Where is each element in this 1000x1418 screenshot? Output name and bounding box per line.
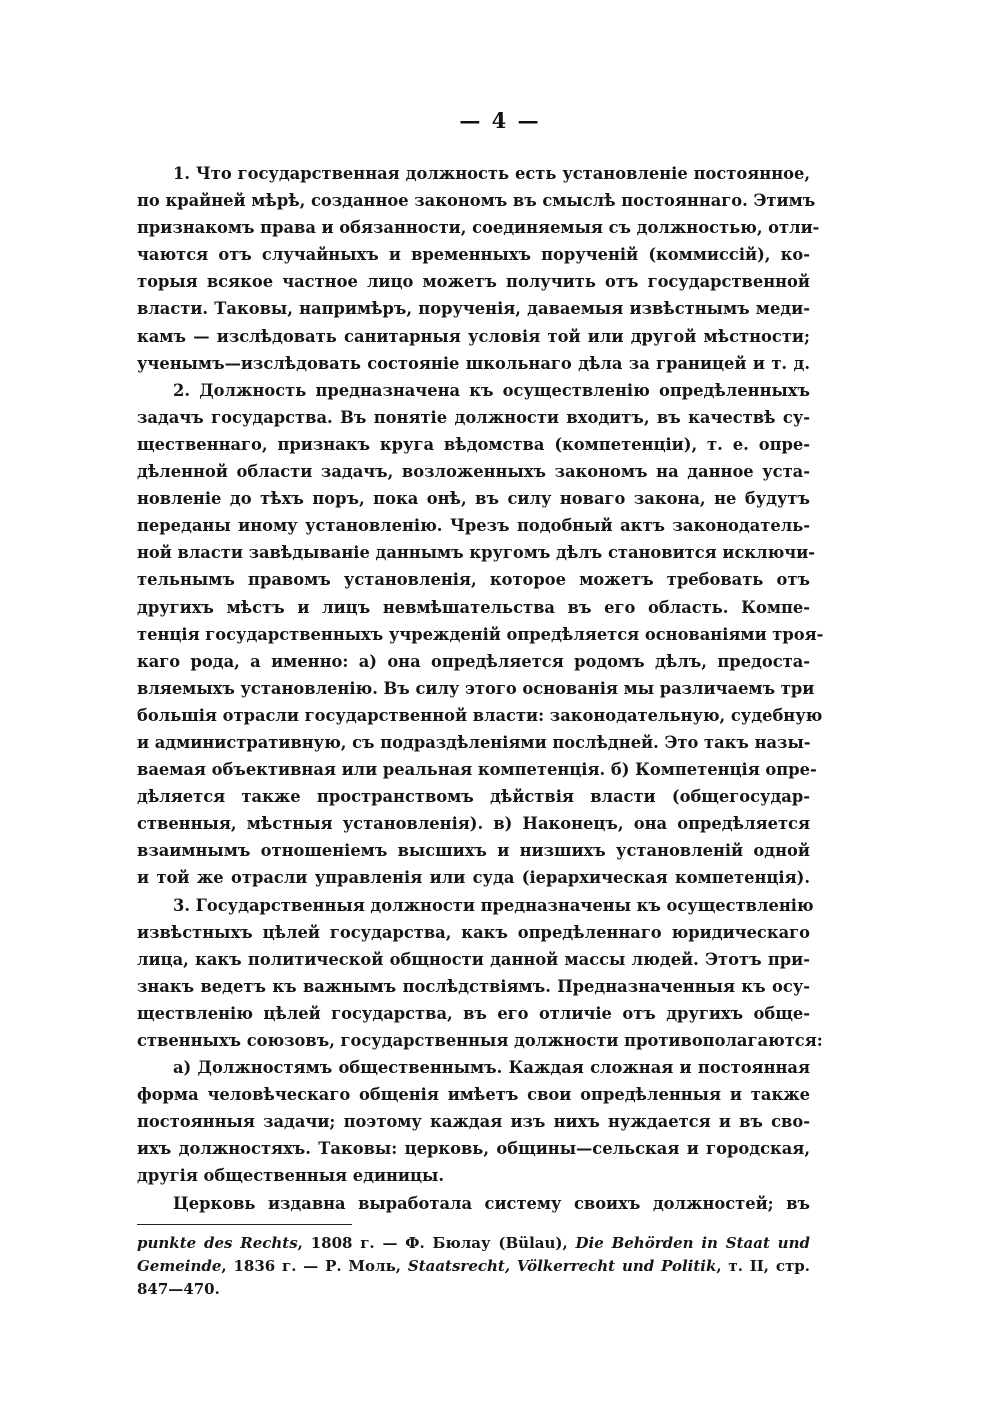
footnote-line <box>137 1278 810 1301</box>
text-line: и административную, съ подраздѣленіями послѣдней. Это такъ назы- <box>137 732 811 752</box>
text-line: власти. Таковы, напримѣръ, порученія, даваемыя извѣстнымъ меди- <box>137 299 810 319</box>
text-line: ученымъ—изслѣдовать состояніе школьнаго дѣла за границей и т. д. <box>137 353 810 373</box>
footnote-title: punkte des Rechts <box>137 1234 298 1252</box>
text-line: 1. Что государственная должность есть установленіе постоянное, <box>173 164 810 183</box>
footnote-title: Die Behörden in Staat und <box>575 1234 810 1252</box>
text-line: другія общественныя единицы. <box>137 1166 445 1186</box>
text-line: знакъ ведетъ къ важнымъ послѣдствіямъ. Предназначенныя къ осу- <box>137 976 810 996</box>
text-line: тенція государственныхъ учрежденій опредѣляется основаніями троя- <box>137 624 824 644</box>
footnote-text: , 1836 г. — Р. Моль, <box>221 1257 408 1275</box>
text-line: взаимнымъ отношеніемъ высшихъ и низшихъ установленій одной <box>137 841 810 861</box>
text-line: извѣстныхъ цѣлей государства, какъ опредѣленнаго юридическаго <box>137 922 810 942</box>
footnote-line <box>137 1232 810 1255</box>
text-line: вляемыхъ установленію. Въ силу этого основанія мы различаемъ три <box>137 678 815 698</box>
text-line: ственныхъ союзовъ, государственныя должности противополагаются: <box>137 1031 823 1050</box>
footnote-line <box>137 1255 810 1278</box>
text-line: признакомъ права и обязанности, соединяемыя съ должностью, отли- <box>137 218 820 238</box>
text-line: камъ — изслѣдовать санитарныя условія той или другой мѣстности; <box>137 326 810 346</box>
footnote-text: 847—470. <box>137 1280 220 1298</box>
text-line: ной власти завѣдываніе даннымъ кругомъ дѣлъ становится исключи- <box>137 543 816 563</box>
text-line: по крайней мѣрѣ, созданное закономъ въ смыслѣ постояннаго. Этимъ <box>137 191 816 211</box>
footnote-title: Gemeinde <box>137 1257 222 1275</box>
body-text <box>137 160 824 1217</box>
text-line: другихъ мѣстъ и лицъ невмѣшательства въ его область. Компе- <box>137 597 810 617</box>
text-line: большія отрасли государственной власти: законодательную, судебную <box>137 705 823 725</box>
text-line: а) Должностямъ общественнымъ. Каждая сложная и постоянная <box>173 1058 810 1078</box>
text-line: новленіе до тѣхъ поръ, пока онѣ, въ силу новаго закона, не будутъ <box>137 489 810 509</box>
text-line: торыя всякое частное лицо можетъ получить отъ государственной <box>137 272 810 292</box>
text-line: тельнымъ правомъ установленія, которое можетъ требовать отъ <box>137 570 810 590</box>
text-line: переданы иному установленію. Чрезъ подобный актъ законодатель- <box>137 516 810 536</box>
text-line: 2. Должность предназначена къ осуществленію опредѣленныхъ <box>173 380 810 400</box>
text-line: ихъ должностяхъ. Таковы: церковь, общины—сельская и городская, <box>137 1139 810 1159</box>
text-line: лица, какъ политической общности данной массы людей. Этотъ при- <box>137 949 810 969</box>
text-line: 3. Государственныя должности предназначены къ осуществленію <box>173 895 814 915</box>
text-line: Церковь издавна выработала систему своихъ должностей; въ <box>173 1193 810 1213</box>
footnote-text: , т. II, стр. <box>716 1257 810 1275</box>
text-line: задачъ государства. Въ понятіе должности входитъ, въ качествѣ су- <box>137 407 810 427</box>
footnote-divider <box>137 1224 352 1225</box>
text-line: чаются отъ случайныхъ и временныхъ порученій (коммиссій), ко- <box>137 245 810 265</box>
text-line: форма человѣческаго общенія имѣетъ свои опредѣленныя и также <box>137 1085 810 1105</box>
footnote-text: , 1808 г. — Ф. Бюлау (Bülau), <box>297 1234 576 1252</box>
text-line: каго рода, а именно: а) она опредѣляется родомъ дѣлъ, предоста- <box>137 651 810 671</box>
text-line: ственныя, мѣстныя установленія). в) Наконецъ, она опредѣляется <box>137 814 810 834</box>
footnote-title: Staatsrecht, Völkerrecht und Politik <box>407 1257 717 1275</box>
footnotes <box>137 1232 810 1301</box>
text-line: ваемая объективная или реальная компетенція. б) Компетенція опре- <box>137 760 817 780</box>
text-line: постоянныя задачи; поэтому каждая изъ нихъ нуждается и въ сво- <box>137 1112 810 1132</box>
text-line: щественнаго, признакъ круга вѣдомства (компетенціи), т. е. опре- <box>137 434 810 454</box>
text-line: ществленію цѣлей государства, въ его отличіе отъ другихъ обще- <box>137 1003 810 1023</box>
text-line: дѣленной области задачъ, возложенныхъ закономъ на данное уста- <box>137 462 810 482</box>
page-number: — 4 — <box>459 108 541 133</box>
text-line: дѣляется также пространствомъ дѣйствія власти (общегосудар- <box>137 787 810 807</box>
text-line: и той же отрасли управленія или суда (іерархическая компетенція). <box>137 868 810 888</box>
